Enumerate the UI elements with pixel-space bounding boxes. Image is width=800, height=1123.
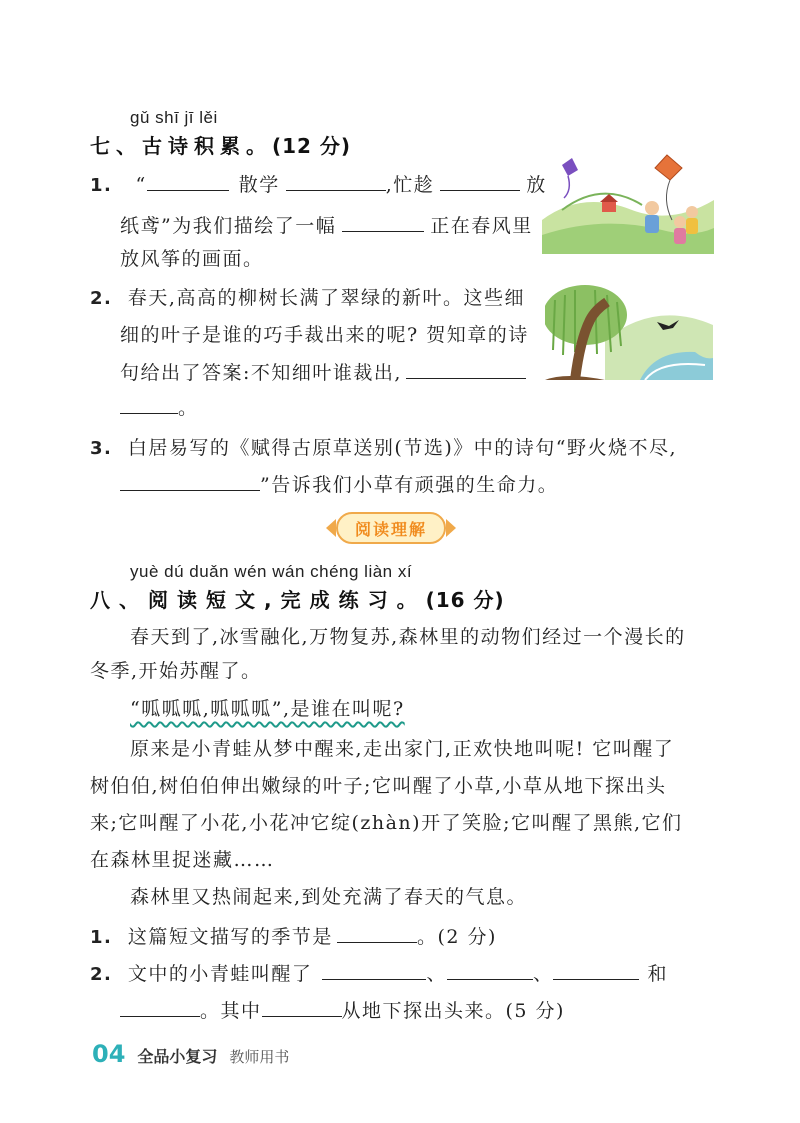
s7-q3-number: 3.	[90, 438, 113, 459]
answer-blank[interactable]	[342, 213, 424, 232]
passage-p3-line2: 树伯伯,树伯伯伸出嫩绿的叶子;它叫醒了小草,小草从地下探出头	[90, 775, 667, 797]
answer-blank[interactable]	[337, 924, 417, 943]
section8-heading	[90, 584, 505, 613]
answer-blank[interactable]	[120, 998, 200, 1017]
text: 放	[526, 174, 547, 196]
footer-subtitle: 教师用书	[229, 1048, 290, 1066]
badge-right-arrow-icon	[446, 519, 456, 537]
text: 。(2 分)	[416, 926, 497, 948]
text: 。	[178, 397, 199, 419]
s8-q2-number: 2.	[90, 964, 113, 985]
answer-blank[interactable]	[440, 172, 520, 191]
s8-q1-line	[90, 924, 497, 950]
passage-p1-line2: 冬季,开始苏醒了。	[90, 660, 262, 682]
text: 和	[647, 963, 668, 985]
passage-p3-line1: 原来是小青蛙从梦中醒来,走出家门,正欢快地叫呢! 它叫醒了	[130, 738, 675, 760]
s8-q1-number: 1.	[90, 927, 113, 948]
section7-pinyin: gǔ shī jī lěi	[130, 108, 218, 127]
text: 文中的小青蛙叫醒了	[127, 963, 313, 985]
s7-q1-number: 1.	[90, 175, 113, 196]
text: “	[135, 174, 147, 196]
willow-tree-swallow-illustration	[545, 280, 713, 380]
s7-q3-line1	[90, 436, 677, 461]
footer-brand: 全品小复习	[137, 1047, 218, 1066]
s7-q2-line3	[120, 360, 526, 385]
section7-score: (12 分)	[272, 134, 352, 158]
kite-flying-children-illustration	[542, 150, 714, 254]
section8-title: 八、阅读短文,完成练习。	[90, 588, 426, 612]
s7-q2-line4	[120, 395, 199, 420]
s8-q2-line1	[90, 961, 668, 987]
passage-p1-line1: 春天到了,冰雪融化,万物复苏,森林里的动物们经过一个漫长的	[130, 626, 686, 648]
s7-q1-line1	[90, 172, 547, 198]
answer-blank[interactable]	[286, 172, 386, 191]
text: 纸鸢”为我们描绘了一幅	[120, 215, 337, 237]
answer-blank[interactable]	[262, 998, 342, 1017]
page-number: 04	[92, 1040, 126, 1068]
answer-blank[interactable]	[120, 395, 178, 414]
answer-blank[interactable]	[322, 961, 426, 980]
answer-blank[interactable]	[120, 472, 260, 491]
s7-q3-line2	[120, 472, 558, 497]
answer-blank[interactable]	[147, 172, 229, 191]
text: 正在春风里	[430, 215, 533, 237]
s7-q2-line1	[90, 286, 525, 311]
text: 散学	[238, 174, 280, 196]
section7-title: 七、古诗积累。	[90, 134, 272, 158]
answer-blank[interactable]	[406, 360, 526, 379]
badge-left-arrow-icon	[326, 519, 336, 537]
section8-score: (16 分)	[425, 588, 505, 612]
passage-p3-line4: 在森林里捉迷藏……	[90, 849, 275, 871]
passage-p4: 森林里又热闹起来,到处充满了春天的气息。	[130, 886, 528, 908]
text: 、	[532, 963, 554, 985]
text: 从地下探出头来。(5 分)	[341, 1000, 565, 1022]
answer-blank[interactable]	[447, 961, 533, 980]
s8-q2-line2	[120, 998, 565, 1023]
passage-p2-underlined: “呱呱呱,呱呱呱”,是谁在叫呢?	[130, 698, 405, 720]
text: 白居易写的《赋得古原草送别(节选)》中的诗句“野火烧不尽,	[127, 437, 678, 459]
passage-p3-line3: 来;它叫醒了小花,小花冲它绽(zhàn)开了笑脸;它叫醒了黑熊,它们	[90, 812, 683, 834]
s7-q2-line2: 细的叶子是谁的巧手裁出来的呢? 贺知章的诗	[120, 324, 529, 346]
text: 句给出了答案:不知细叶谁裁出,	[120, 362, 402, 384]
text: 、	[426, 963, 447, 985]
section8-pinyin: yuè dú duǎn wén wán chéng liàn xí	[130, 562, 413, 581]
section7-heading	[90, 130, 351, 159]
text: 这篇短文描写的季节是	[127, 926, 333, 948]
text: ”告诉我们小草有顽强的生命力。	[260, 474, 559, 496]
text: 春天,高高的柳树长满了翠绿的新叶。这些细	[127, 287, 525, 309]
s7-q1-line2	[120, 213, 533, 238]
reading-comprehension-badge	[326, 512, 456, 544]
s7-q2-number: 2.	[90, 288, 113, 309]
answer-blank[interactable]	[553, 961, 639, 980]
s7-q1-line3: 放风筝的画面。	[120, 248, 264, 270]
text: 。其中	[200, 1000, 262, 1022]
badge-label: 阅读理解	[336, 512, 446, 544]
text: ,忙趁	[385, 174, 435, 196]
page-footer	[92, 1040, 289, 1068]
